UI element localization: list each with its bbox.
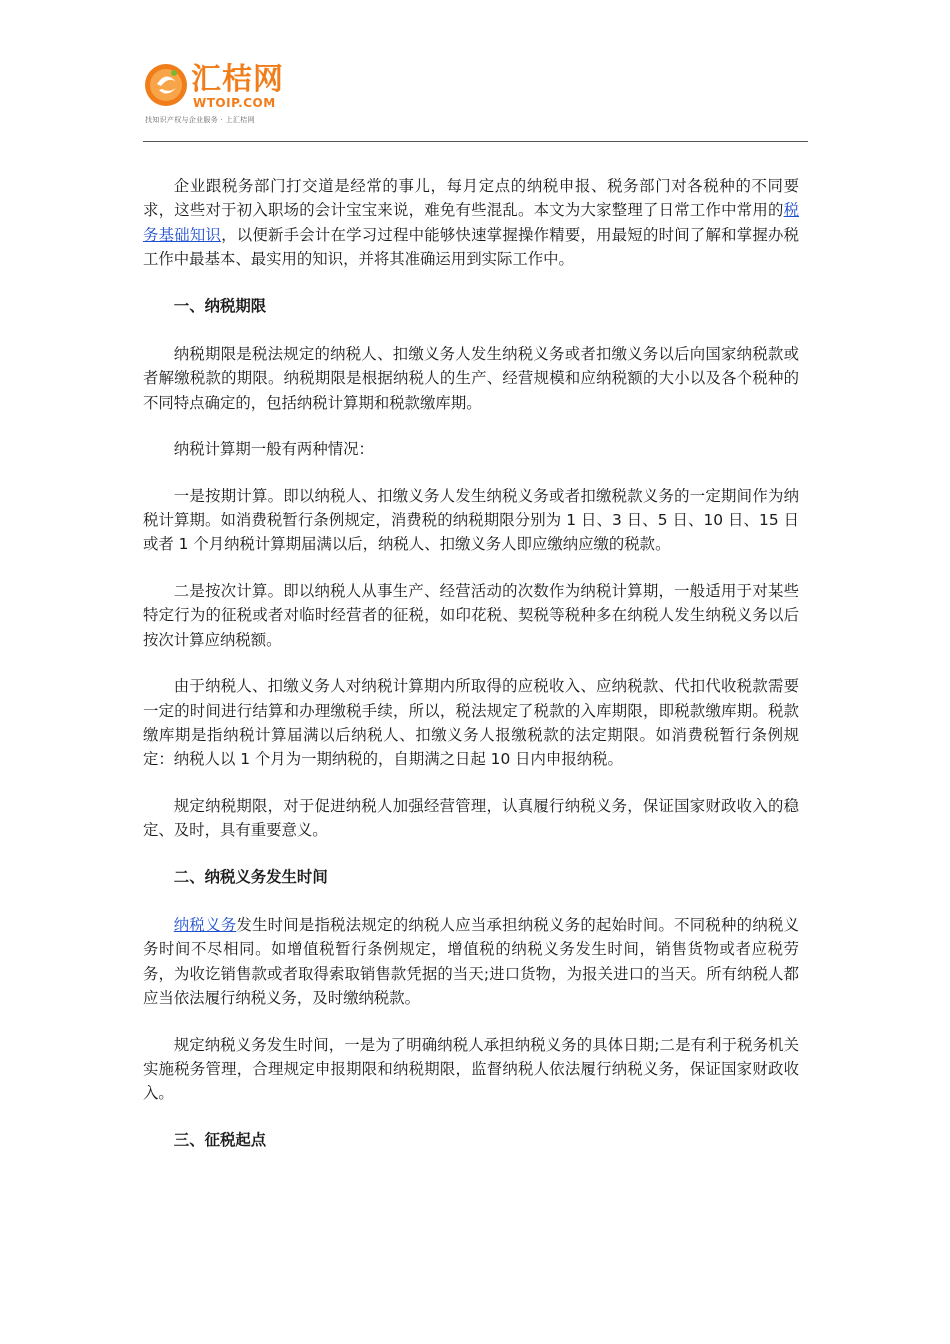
tax-obligation-link[interactable]: 纳税义务 — [173, 915, 237, 934]
paragraph: 规定纳税期限，对于促进纳税人加强经营管理，认真履行纳税义务，保证国家财政收入的稳定、及时，具有重要意义。 — [143, 796, 799, 840]
logo-brand-name: 汇桔网 — [191, 62, 284, 97]
section-heading-tax-threshold: 三、征税起点 — [173, 1130, 267, 1149]
paragraph: 纳税计算期一般有两种情况： — [173, 440, 374, 459]
page-header — [143, 62, 808, 142]
logo-slogan: 找知识产权与企业服务 · 上汇桔网 — [145, 116, 255, 124]
article-body — [143, 174, 799, 1176]
tax-basics-link[interactable]: 税务基础知识 — [143, 201, 799, 244]
intro-paragraph: 企业跟税务部门打交道是经常的事儿，每月定点的纳税申报、税务部门对各税种的不同要求，这些对于初入职场的会计宝宝来说，难免有些混乱。本文为大家整理了日常工作中常用的税务基础知识，以便新手会计在学习过程中能够快速掌握操作精要，用最短的时间了解和掌握办税工作中最基本、最实用的知识，并将其准确运用到实际工作中。 — [143, 177, 799, 269]
section-heading-tax-period: 一、纳税期限 — [173, 296, 267, 315]
paragraph: 二是按次计算。即以纳税人从事生产、经营活动的次数作为纳税计算期，一般适用于对某些特定行为的征税或者对临时经营者的征税，如印花税、契税等税种多在纳税人发生纳税义务以后按次计算应纳税额。 — [143, 581, 799, 649]
paragraph: 规定纳税义务发生时间，一是为了明确纳税人承担纳税义务的具体日期;二是有利于税务机关实施税务管理，合理规定申报期限和纳税期限，监督纳税人依法履行纳税义务，保证国家财政收入。 — [143, 1035, 799, 1103]
header-divider — [143, 141, 808, 142]
paragraph: 纳税义务发生时间是指税法规定的纳税人应当承担纳税义务的起始时间。不同税种的纳税义务时间不尽相同。如增值税暂行条例规定，增值税的纳税义务发生时间，销售货物或者应税劳务，为收讫销售款或者取得索取销售款凭据的当天;进口货物，为报关进口的当天。所有纳税人都应当依法履行纳税义务，及时缴纳税款。 — [143, 915, 799, 1008]
paragraph: 由于纳税人、扣缴义务人对纳税计算期内所取得的应税收入、应纳税款、代扣代收税款需要一定的时间进行结算和办理缴税手续，所以，税法规定了税款的入库期限，即税款缴库期。税款缴库期是指纳税计算届满以后纳税人、扣缴义务人报缴税款的法定期限。如消费税暂行条例规定：纳税人以 1 个月为一期纳税的，自期满之日起 10 日内申报纳税。 — [143, 677, 799, 769]
paragraph: 一是按期计算。即以纳税人、扣缴义务人发生纳税义务或者扣缴税款义务的一定期间作为纳税计算期。如消费税暂行条例规定，消费税的纳税期限分别为 1 日、3 日、5 日、10 日、15 日或者 1 个月纳税计算期届满以后，纳税人、扣缴义务人即应缴纳应缴的税款。 — [143, 486, 799, 554]
orange-logo-icon — [143, 62, 189, 108]
paragraph: 纳税期限是税法规定的纳税人、扣缴义务人发生纳税义务或者扣缴义务以后向国家纳税款或者解缴税款的期限。纳税期限是根据纳税人的生产、经营规模和应纳税额的大小以及各个税种的不同特点确定的，包括纳税计算期和税款缴库期。 — [143, 345, 799, 412]
section-heading-obligation-time: 二、纳税义务发生时间 — [173, 867, 328, 886]
logo-brand-domain: WTOIP.COM — [193, 96, 276, 110]
